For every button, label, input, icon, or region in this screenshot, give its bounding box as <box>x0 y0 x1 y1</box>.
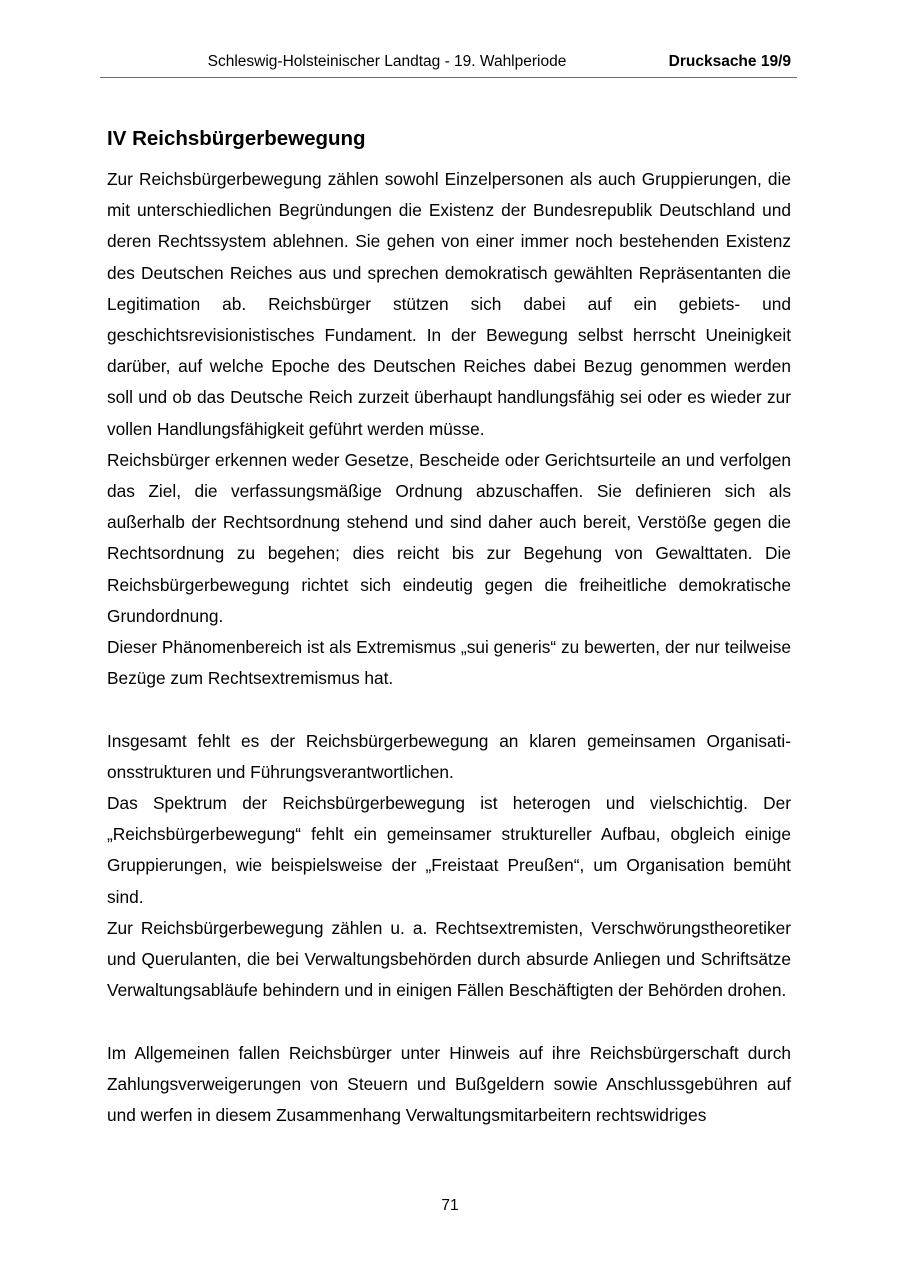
spacer <box>107 694 791 725</box>
paragraph: Dieser Phänomenbereich ist als Extremismus „sui generis“ zu bewerten, der nur teilweise Bezüge zum Rechtsextremismus hat. <box>107 637 791 689</box>
page-number: 71 <box>441 1197 459 1214</box>
paragraph: Reichsbürger erkennen weder Gesetze, Bescheide oder Gerichtsurteile an und verfolgen das Ziel, die verfassungsmäßige Ordnung abzuschaffen. Sie definieren sich als außerhalb der Rechtsordnung stehend und sind daher auch bereit, Verstöße gegen die Rechtsordnung zu begehen; dies reicht bis zur Begehung von Gewalttaten. Die Reichsbürgerbewegung richtet sich eindeutig gegen die freiheitliche demokratische Grundordnung. <box>107 449 791 626</box>
page-header <box>100 50 797 78</box>
header-title: Schleswig-Holsteinischer Landtag - 19. Wahlperiode <box>207 53 567 70</box>
paragraph: Im Allgemeinen fallen Reichsbürger unter Hinweis auf ihre Reichsbürgerschaft durch Zahlungsverweigerungen von Steuern und Bußgeldern sowie Anschlussgebühren auf und werfen in diesem Zusammenhang Verwaltungsmitarbeitern rechtswidriges <box>107 1042 791 1126</box>
paragraph: Zur Reichsbürgerbewegung zählen u. a. Rechtsextremisten, Verschwörungstheoretiker und Querulanten, die bei Verwaltungsbehörden durch absurde Anliegen und Schriftsätze Verwaltungsabläufe behindern und in einigen Fällen Beschäftigten der Behörden drohen. <box>107 917 791 1001</box>
paragraph: Das Spektrum der Reichsbürgerbewegung ist heterogen und vielschichtig. Der „Reichsbürgerbewegung“ fehlt ein gemeinsamer struktureller Aufbau, obgleich einige Gruppierungen, wie beispielsweise der „Freistaat Preußen“, um Organisation bemüht sind. <box>107 793 791 907</box>
paragraph: Zur Reichsbürgerbewegung zählen sowohl Einzelpersonen als auch Gruppierungen, die mit unterschiedlichen Begründungen die Existenz der Bundesrepublik Deutschland und deren Rechtssystem ablehnen. Sie gehen von einer immer noch bestehenden Existenz des Deutschen Reiches aus und sprechen demokratisch gewählten Repräsentanten die Legitimation ab. Reichsbürger stützen sich dabei auf ein gebiets- und geschichtsrevisionistisches Fundament. In der Bewegung selbst herrscht Uneinigkeit darüber, auf welche Epoche des Deutschen Reiches dabei Bezug genommen werden soll und ob das Deutsche Reich zurzeit überhaupt handlungsfähig sei oder es wieder zur vollen Handlungsfähigkeit geführt werden müsse. <box>107 169 791 439</box>
spacer <box>107 154 791 164</box>
paragraph: Insgesamt fehlt es der Reichsbürgerbewegung an klaren gemeinsamen Organisationsstrukturen und Führungsverantwortlichen. <box>107 730 791 782</box>
section-heading: IV Reichsbürgerbewegung <box>107 127 366 150</box>
document-number: Drucksache 19/9 <box>668 53 791 70</box>
page-content <box>107 124 791 1131</box>
spacer <box>107 1006 791 1037</box>
